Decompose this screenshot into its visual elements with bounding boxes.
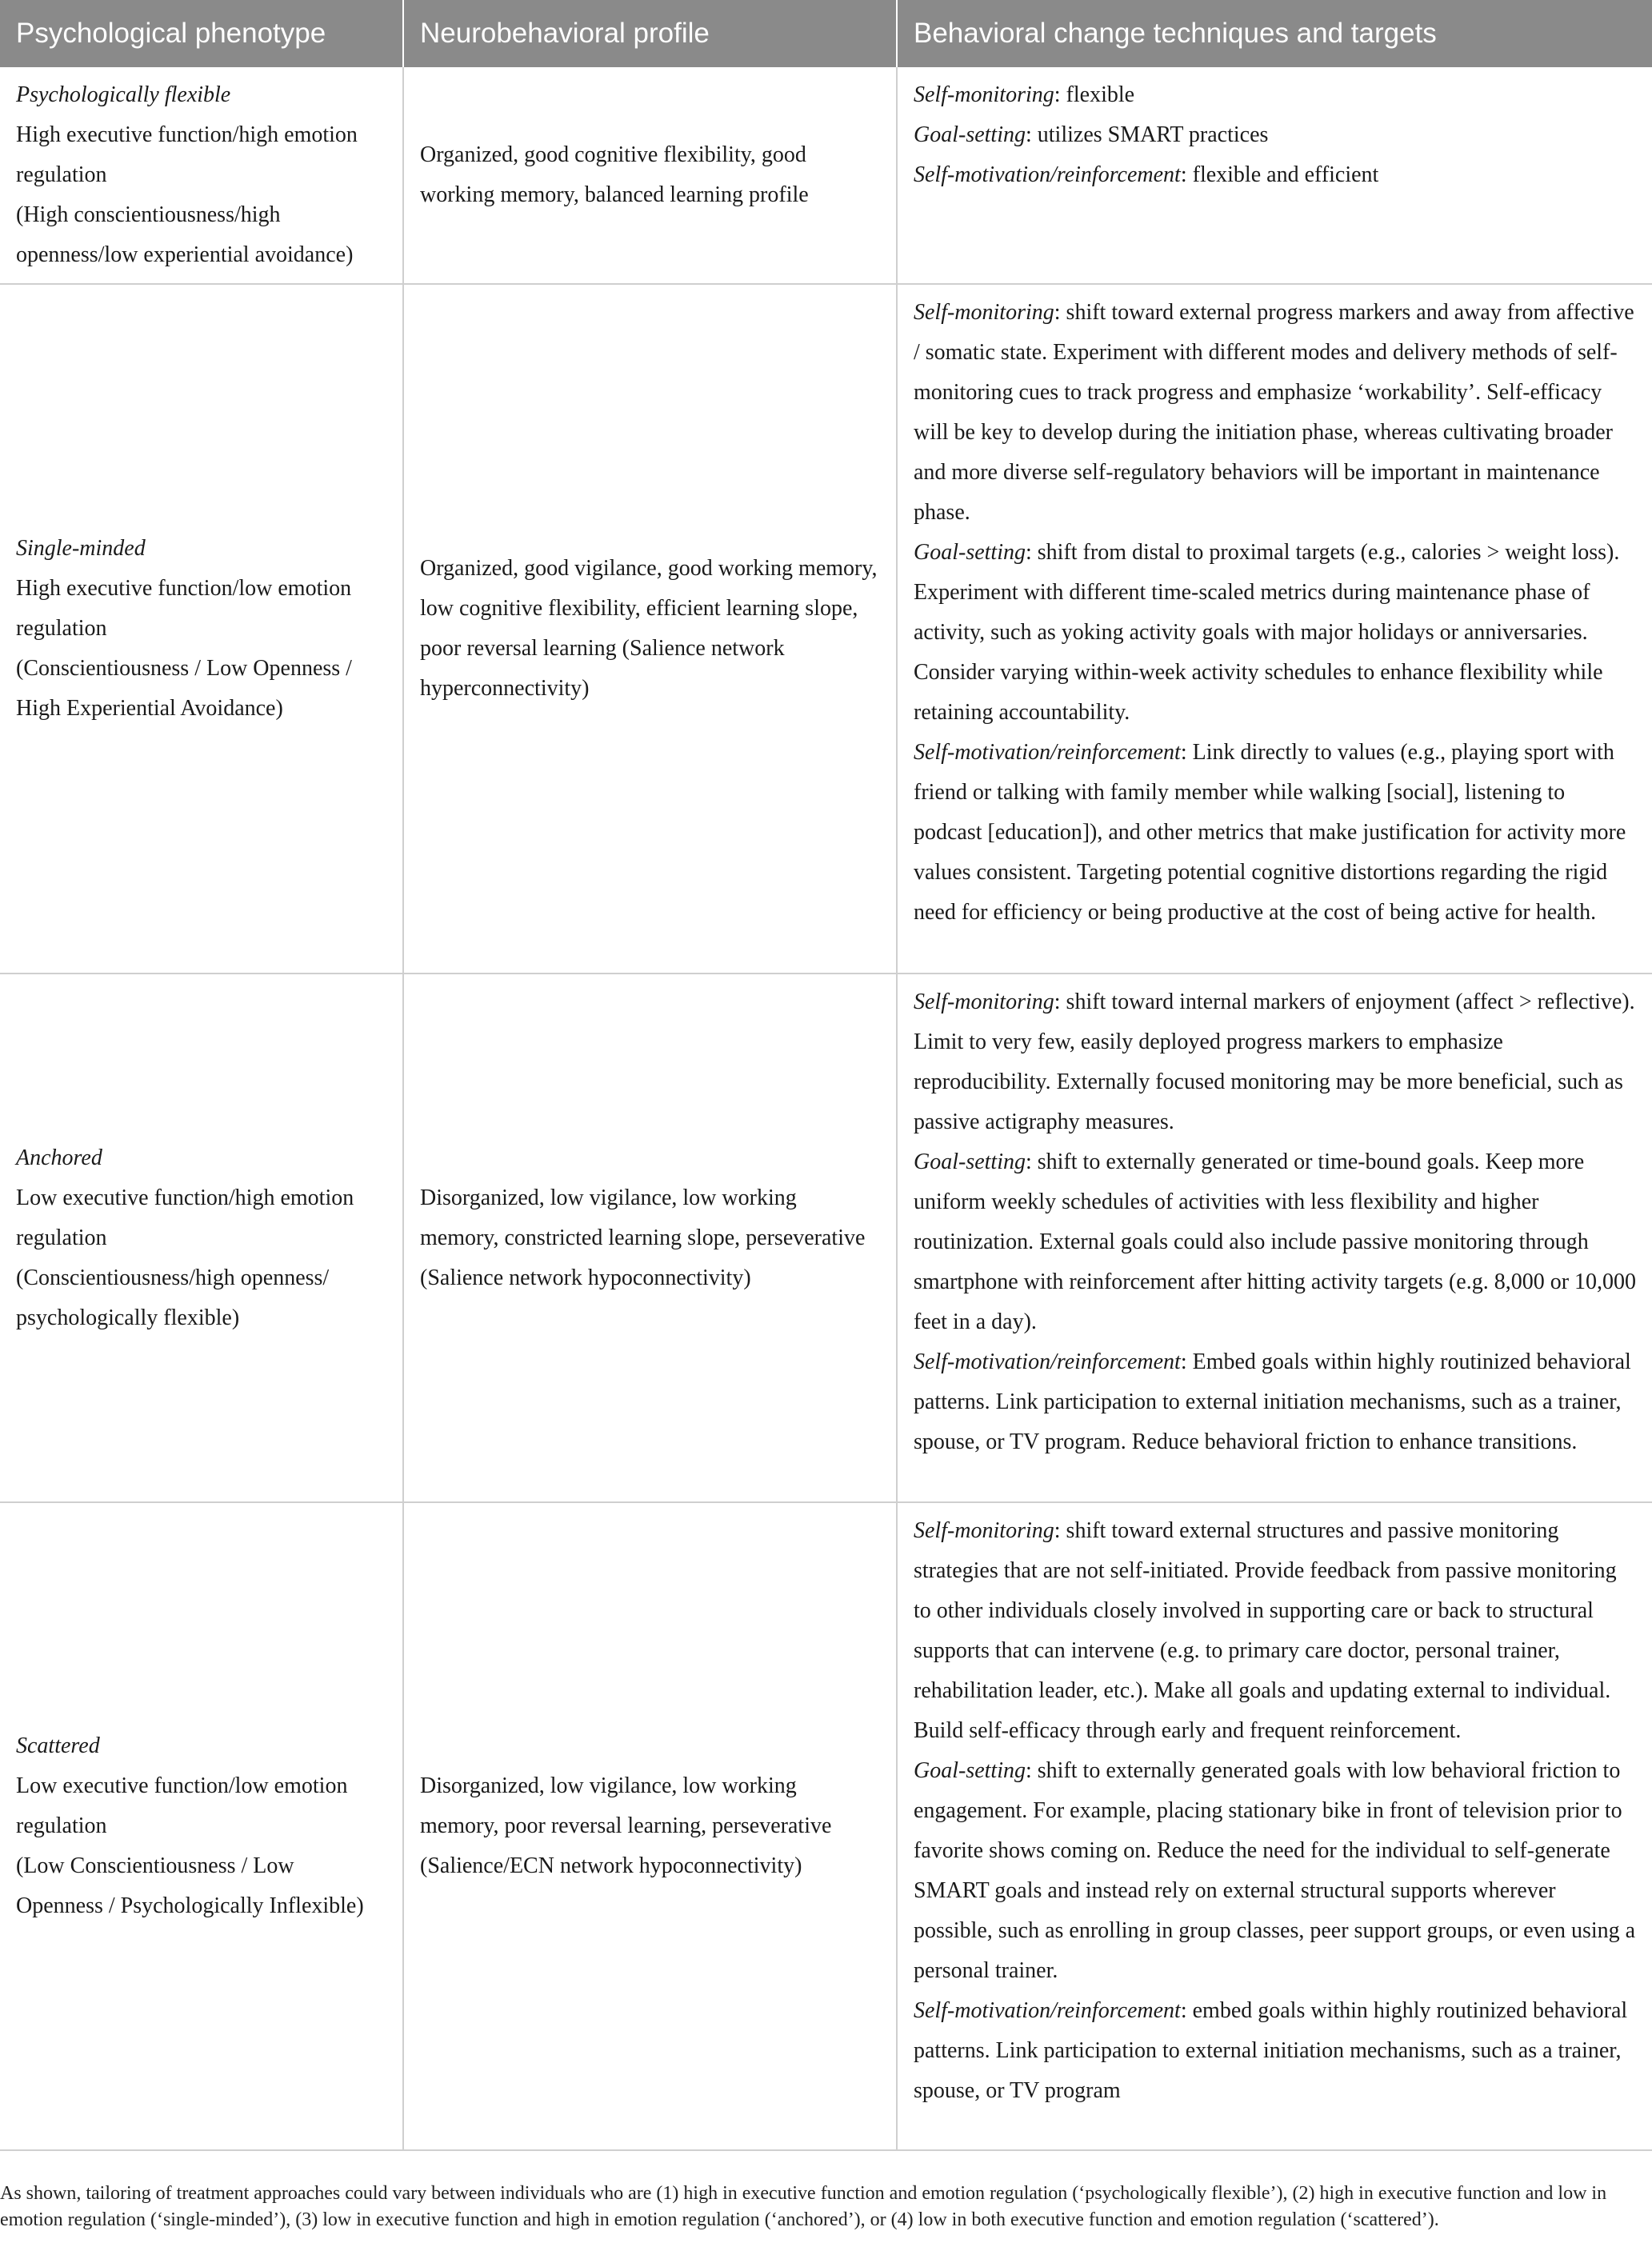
profile-cell: Disorganized, low vigilance, low working memory, poor reversal learning, perseverative (Salience/ECN network hypoconnectivity) — [403, 1502, 897, 2150]
header-neurobehavioral-profile: Neurobehavioral profile — [403, 0, 897, 67]
technique-text: : shift toward internal markers of enjoyment (affect > reflective). Limit to very few, easily deployed progress markers to emphasize reproducibility. Externally focused monitoring may be more beneficial, such as passive actigraphy measures. — [914, 990, 1635, 1134]
technique-item — [914, 1511, 1636, 1751]
phenotype-description: Low executive function/low emotion regulation — [16, 1773, 348, 1838]
technique-label: Self-monitoring — [914, 1518, 1054, 1543]
technique-label: Self-monitoring — [914, 990, 1054, 1014]
table-row — [0, 67, 1652, 284]
phenotype-cell — [0, 974, 403, 1502]
technique-label: Goal-setting — [914, 122, 1026, 147]
technique-item — [914, 1991, 1636, 2111]
phenotype-cell — [0, 284, 403, 974]
techniques-cell — [897, 67, 1652, 284]
phenotype-traits: (High conscientiousness/high openness/low experiential avoidance) — [16, 202, 354, 267]
technique-item — [914, 1142, 1636, 1342]
technique-text: : flexible and efficient — [1180, 162, 1379, 187]
phenotype-traits: (Conscientiousness/high openness/ psychologically flexible) — [16, 1265, 330, 1330]
technique-item — [914, 115, 1636, 155]
phenotype-description: High executive function/low emotion regulation — [16, 576, 352, 641]
profile-cell: Organized, good cognitive flexibility, good working memory, balanced learning profile — [403, 67, 897, 284]
technique-label: Self-monitoring — [914, 82, 1054, 107]
technique-label: Goal-setting — [914, 1758, 1026, 1783]
phenotype-traits: (Low Conscientiousness / Low Openness / Psychologically Inflexible) — [16, 1853, 364, 1918]
phenotype-traits: (Conscientiousness / Low Openness / High Experiential Avoidance) — [16, 656, 352, 721]
technique-text: : embed goals within highly routinized behavioral patterns. Link participation to external initiation mechanisms, such as a trainer, spouse, or TV program — [914, 1998, 1628, 2103]
technique-item — [914, 1342, 1636, 1462]
technique-item — [914, 155, 1636, 195]
technique-text: : Embed goals within highly routinized behavioral patterns. Link participation to external initiation mechanisms, such as a trainer, spouse, or TV program. Reduce behavioral friction to enhance transitions. — [914, 1349, 1631, 1454]
phenotype-name: Anchored — [16, 1145, 102, 1170]
phenotype-name: Psychologically flexible — [16, 82, 231, 107]
technique-text: : shift toward external progress markers and away from affective / somatic state. Experiment with different modes and delivery methods of self-monitoring cues to track progress and emphasize ‘workability’. Self-efficacy will be key to develop during the initiation phase, whereas cultivating broader and more diverse self-regulatory behaviors will be important in maintenance phase. — [914, 300, 1634, 525]
table-header-row — [0, 0, 1652, 67]
technique-text: : flexible — [1054, 82, 1135, 107]
technique-item — [914, 1751, 1636, 1991]
technique-text: : shift to externally generated or time-bound goals. Keep more uniform weekly schedules of activities with less flexibility and higher routinization. External goals could also include passive monitoring through smartphone with reinforcement after hitting activity targets (e.g. 8,000 or 10,000 feet in a day). — [914, 1149, 1637, 1334]
phenotype-description: Low executive function/high emotion regulation — [16, 1185, 354, 1250]
technique-item — [914, 533, 1636, 733]
phenotype-name: Single-minded — [16, 536, 146, 561]
techniques-cell — [897, 284, 1652, 974]
technique-label: Self-motivation/reinforcement — [914, 1998, 1181, 2023]
technique-label: Self-motivation/reinforcement — [914, 1349, 1181, 1374]
techniques-cell — [897, 974, 1652, 1502]
technique-item — [914, 293, 1636, 533]
phenotype-cell — [0, 1502, 403, 2150]
technique-label: Goal-setting — [914, 1149, 1026, 1174]
table-footnote: As shown, tailoring of treatment approaches could vary between individuals who are (1) high in executive function and emotion regulation (‘psychologically flexible’), (2) high in executive function and low in emotion regulation (‘single-minded’), (3) low in executive function and high in emotion regulation (‘anchored’), or (4) low in both executive function and emotion regulation (‘scattered’). — [0, 2183, 1607, 2230]
phenotype-description: High executive function/high emotion regulation — [16, 122, 358, 187]
techniques-cell — [897, 1502, 1652, 2150]
table-row — [0, 284, 1652, 974]
profile-cell: Disorganized, low vigilance, low working memory, constricted learning slope, perseverative (Salience network hypoconnectivity) — [403, 974, 897, 1502]
technique-text: : utilizes SMART practices — [1026, 122, 1269, 147]
table-row — [0, 974, 1652, 1502]
technique-label: Goal-setting — [914, 540, 1026, 565]
technique-text: : shift from distal to proximal targets (e.g., calories > weight loss). Experiment with different time-scaled metrics during maintenance phase of activity, such as yoking activity goals with major holidays or anniversaries. Consider varying within-week activity schedules to enhance flexibility while retaining accountability. — [914, 540, 1620, 725]
phenotype-name: Scattered — [16, 1733, 100, 1758]
technique-item — [914, 75, 1636, 115]
technique-item — [914, 733, 1636, 933]
profile-cell: Organized, good vigilance, good working memory, low cognitive flexibility, efficient learning slope, poor reversal learning (Salience network hyperconnectivity) — [403, 284, 897, 974]
technique-text: : Link directly to values (e.g., playing sport with friend or talking with family member while walking [social], listening to podcast [education]), and other metrics that make justification for activity more values consistent. Targeting potential cognitive distortions regarding the rigid need for efficiency or being productive at the cost of being active for health. — [914, 740, 1626, 925]
header-behavioral-change-techniques: Behavioral change techniques and targets — [897, 0, 1652, 67]
technique-text: : shift toward external structures and passive monitoring strategies that are not self-initiated. Provide feedback from passive monitoring to other individuals closely involved in supporting care or back to structural supports that can intervene (e.g. to primary care doctor, personal trainer, rehabilitation leader, etc.). Make all goals and updating external to individual. Build self-efficacy through early and frequent reinforcement. — [914, 1518, 1617, 1743]
technique-text: : shift to externally generated goals with low behavioral friction to engagement. For example, placing stationary bike in front of television prior to favorite shows coming on. Reduce the need for the individual to self-generate SMART goals and instead rely on external structural supports wherever possible, such as enrolling in group classes, peer support groups, or even using a personal trainer. — [914, 1758, 1636, 1983]
table-row — [0, 1502, 1652, 2150]
phenotype-cell — [0, 67, 403, 284]
technique-label: Self-monitoring — [914, 300, 1054, 325]
technique-item — [914, 982, 1636, 1142]
header-phenotype: Psychological phenotype — [0, 0, 403, 67]
technique-label: Self-motivation/reinforcement — [914, 740, 1181, 765]
technique-label: Self-motivation/reinforcement — [914, 162, 1181, 187]
